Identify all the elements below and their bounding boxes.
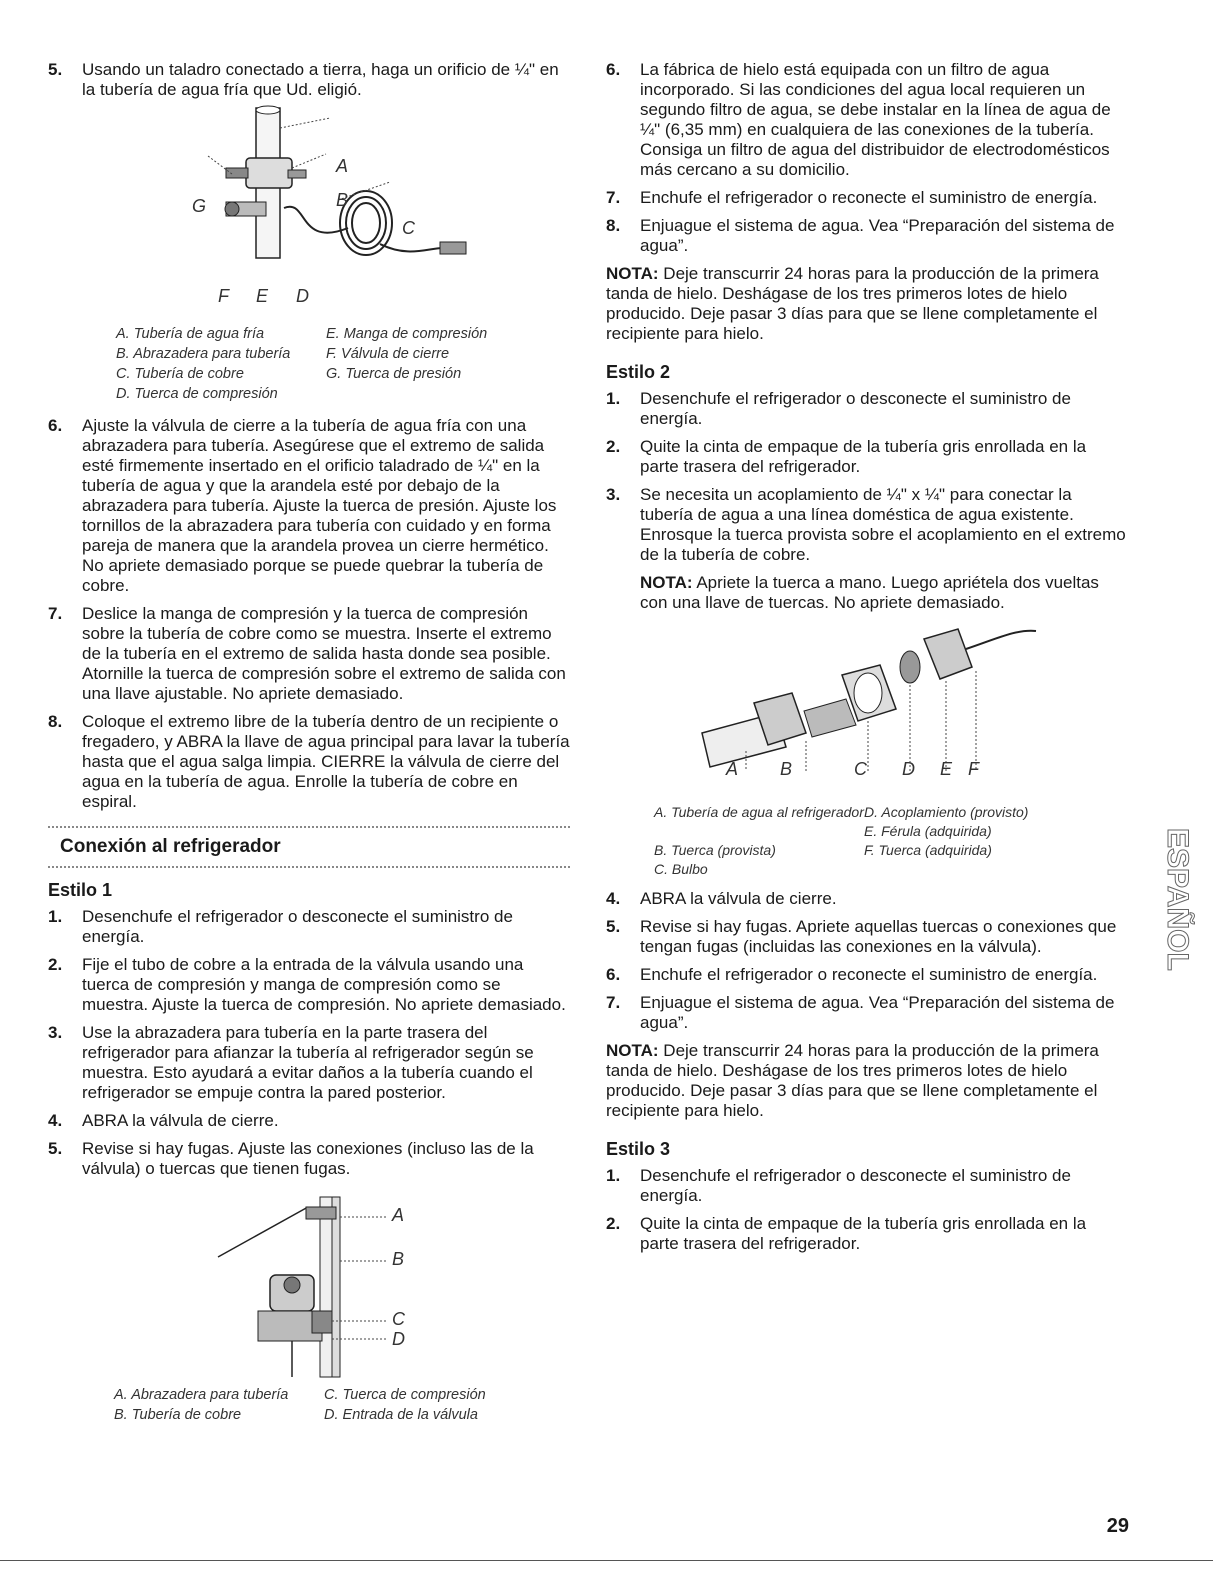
step-text: Usando un taladro conectado a tierra, haga un orificio de ¼" en la tubería de agua fría que Ud. eligió. — [82, 60, 559, 99]
step-text: Revise si hay fugas. Apriete aquellas tuercas o conexiones que tengan fugas (incluidas las conexiones en la válvula). — [640, 917, 1117, 956]
nota-1 — [606, 264, 1126, 344]
legend-item: B. Tubería de cobre — [114, 1407, 242, 1423]
step-text: Quite la cinta de empaque de la tubería gris enrollada en la parte trasera del refrigerador. — [640, 1214, 1087, 1253]
language-side-tab — [1148, 818, 1194, 1068]
legend-item: D. Acoplamiento (provisto) — [864, 804, 1029, 820]
step-number: 4. — [606, 889, 621, 908]
fig3-label-a: A — [392, 1205, 405, 1225]
legend-item: G. Tuerca de presión — [326, 366, 462, 382]
step-text: Desenchufe el refrigerador o desconecte el suministro de energía. — [82, 907, 513, 946]
step-number: 5. — [48, 60, 63, 79]
coupling-illustration — [606, 621, 1126, 781]
estilo1-step-4 — [48, 1111, 570, 1131]
legend-item: F. Válvula de cierre — [326, 346, 450, 362]
fig2-label-c: C — [854, 759, 867, 779]
step-number: 5. — [48, 1139, 63, 1158]
step-number: 8. — [606, 216, 621, 235]
step-text: ABRA la válvula de cierre. — [640, 889, 837, 908]
step-text: Enchufe el refrigerador o reconecte el suministro de energía. — [640, 965, 1098, 984]
legend-item: E. Férula (adquirida) — [864, 823, 992, 839]
step-number: 3. — [48, 1023, 63, 1042]
fig2-label-b: B — [780, 759, 793, 779]
heading-estilo-1: Estilo 1 — [48, 880, 113, 900]
legend-item: C. Tuerca de compresión — [324, 1387, 486, 1403]
nota-text: Deje transcurrir 24 horas para la producción de la primera tanda de hielo. Deshágase de los tres primeros lotes de hielo producido. Deje pasar 3 días para que se llene completamente el recipiente para hielo. — [606, 1041, 1099, 1120]
estilo2-step-3 — [606, 485, 1126, 565]
step-text: Use la abrazadera para tubería en la parte trasera del refrigerador para afianzar la tubería al refrigerador según se muestra. Esto ayudará a evitar daños a la tubería cuando el refrigerador se empuje contra la pared posterior. — [82, 1023, 534, 1102]
right-step-7 — [606, 188, 1126, 208]
step-text: La fábrica de hielo está equipada con un filtro de agua incorporado. Si las condiciones del agua local requieren un segundo filtro de agua, se debe instalar en la línea de agua de ¼" (6,35 mm) en cualquiera de las conexiones de la tubería. Consiga un filtro de agua del distribuidor de electrodomésticos más cercano a su domicilio. — [640, 60, 1111, 179]
fig3-label-b: B — [392, 1249, 405, 1269]
legend-item: C. Tubería de cobre — [116, 366, 244, 382]
step-text: Enchufe el refrigerador o reconecte el suministro de energía. — [640, 188, 1098, 207]
fig1-label-c: C — [402, 218, 415, 238]
right-step-8 — [606, 216, 1126, 256]
step-text: Se necesita un acoplamiento de ¼" x ¼" para conectar la tubería de agua a una línea doméstica de agua existente. Enrosque la tuerca provista sobre el acoplamiento en el extremo de la tubería de cobre. — [640, 485, 1126, 564]
step-5-drill — [48, 60, 570, 100]
nota-2 — [606, 1041, 1126, 1121]
shutoff-valve-illustration — [48, 108, 570, 258]
fig1-label-d: D — [296, 286, 309, 306]
legend-item: D. Entrada de la válvula — [324, 1407, 478, 1423]
fig2-label-f: F — [968, 759, 979, 779]
legend-item: B. Abrazadera para tubería — [116, 346, 291, 362]
step-number: 4. — [48, 1111, 63, 1130]
estilo2-nota — [606, 573, 1126, 613]
step-number: 6. — [606, 60, 621, 79]
legend-item: F. Tuerca (adquirida) — [864, 842, 992, 858]
step-number: 1. — [606, 389, 621, 408]
step-text: Revise si hay fugas. Ajuste las conexiones (incluso las de la válvula) o tuercas que tienen fugas. — [82, 1139, 534, 1178]
estilo1-step-2 — [48, 955, 570, 1015]
step-text: Enjuague el sistema de agua. Vea “Preparación del sistema de agua”. — [640, 216, 1115, 255]
fig1-label-b: B — [336, 190, 349, 210]
legend-item: A. Tubería de agua fría — [116, 326, 265, 342]
legend-item: A. Tubería de agua al refrigerador — [654, 804, 864, 820]
legend-item: B. Tuerca (provista) — [654, 842, 776, 858]
figure-coupling — [606, 621, 1126, 781]
legend-item: A. Abrazadera para tubería — [114, 1387, 289, 1403]
estilo1-step-5 — [48, 1139, 570, 1179]
step-text: Fije el tubo de cobre a la entrada de la válvula usando una tuerca de compresión y manga de compresión como se muestra. Ajuste la tuerca de compresión. No apriete demasiado. — [82, 955, 566, 1014]
fig1-label-g: G — [192, 196, 207, 216]
estilo3-step-2 — [606, 1214, 1126, 1254]
legend-item: C. Bulbo — [654, 861, 708, 877]
step-number: 5. — [606, 917, 621, 936]
fig1-label-e: E — [256, 286, 269, 306]
estilo1-step-1 — [48, 907, 570, 947]
nota-label: NOTA: — [606, 1041, 659, 1060]
rear-clamp-illustration — [48, 1187, 570, 1377]
estilo2-step-7 — [606, 993, 1126, 1033]
estilo2-step-1 — [606, 389, 1126, 429]
legend-item — [654, 822, 864, 841]
side-tab-text: ESPAÑOL — [1161, 828, 1194, 971]
fig3-legend — [114, 1385, 534, 1425]
step-text: Quite la cinta de empaque de la tubería gris enrollada en la parte trasera del refrigerador. — [640, 437, 1087, 476]
estilo2-step-2 — [606, 437, 1126, 477]
step-text: Enjuague el sistema de agua. Vea “Preparación del sistema de agua”. — [640, 993, 1115, 1032]
fig2-legend — [654, 803, 1074, 879]
step-number: 2. — [606, 1214, 621, 1233]
step-text: Ajuste la válvula de cierre a la tubería de agua fría con una abrazadera para tubería. Asegúrese que el extremo de salida esté firmemente insertado en el orificio taladrado de ¼" en la tubería de agua y que la arandela esté por debajo de la abrazadera para tubería. Ajuste la tuerca de presión. Ajuste los tornillos de la abrazadera para tubería con cuidado y en forma pareja de manera que la arandela provea un cierre hermético. No apriete demasiado porque se puede quebrar la tubería de cobre. — [82, 416, 557, 595]
heading-estilo-3: Estilo 3 — [606, 1139, 671, 1159]
footer-rule — [0, 1560, 1213, 1561]
step-text: Desenchufe el refrigerador o desconecte el suministro de energía. — [640, 1166, 1071, 1205]
step-text: Desenchufe el refrigerador o desconecte el suministro de energía. — [640, 389, 1071, 428]
section-title-conexion: Conexión al refrigerador — [48, 826, 570, 868]
step-number: 1. — [606, 1166, 621, 1185]
step-6-clamp — [48, 416, 570, 596]
nota-text: Deje transcurrir 24 horas para la producción de la primera tanda de hielo. Deshágase de los tres primeros lotes de hielo producido. Deje pasar 3 días para que se llene completamente el recipiente para hielo. — [606, 264, 1099, 343]
fig1-label-a: A — [336, 156, 349, 176]
estilo2-step-4 — [606, 889, 1126, 909]
estilo2-step-5 — [606, 917, 1126, 957]
fig2-label-d: D — [902, 759, 915, 779]
fig2-label-e: E — [940, 759, 953, 779]
step-number: 7. — [606, 188, 621, 207]
page-number: 29 — [1106, 1515, 1129, 1537]
left-column — [48, 60, 570, 1425]
step-number: 1. — [48, 907, 63, 926]
step-number: 2. — [606, 437, 621, 456]
estilo1-step-3 — [48, 1023, 570, 1103]
fig3-label-c: C — [392, 1309, 405, 1329]
step-number: 7. — [606, 993, 621, 1012]
fig1-label-f: F — [218, 286, 229, 306]
right-step-6 — [606, 60, 1126, 180]
right-column — [606, 60, 1126, 1262]
step-number: 6. — [606, 965, 621, 984]
nota-text: Apriete la tuerca a mano. Luego apriétela dos vueltas con una llave de tuercas. No apriete demasiado. — [640, 573, 1099, 612]
step-number: 3. — [606, 485, 621, 504]
step-text: Deslice la manga de compresión y la tuerca de compresión sobre la tubería de cobre como se muestra. Inserte el extremo de la tubería en el extremo de salida hasta donde sea posible. Atornille la tuerca de compresión sobre el extremo de salida con una llave ajustable. No apriete demasiado. — [82, 604, 566, 703]
fig2-label-a: A — [726, 759, 739, 779]
step-number: 6. — [48, 416, 63, 435]
fig1-legend — [116, 324, 536, 404]
fig3-label-d: D — [392, 1329, 405, 1349]
estilo2-step-6 — [606, 965, 1126, 985]
step-number: 7. — [48, 604, 63, 623]
figure-rear-clamp — [48, 1187, 570, 1377]
step-8-flush — [48, 712, 570, 812]
legend-item: E. Manga de compresión — [326, 326, 488, 342]
legend-item: D. Tuerca de compresión — [116, 386, 278, 402]
step-number: 2. — [48, 955, 63, 974]
step-7-sleeve — [48, 604, 570, 704]
heading-estilo-2: Estilo 2 — [606, 362, 671, 382]
nota-label: NOTA: — [640, 573, 693, 592]
step-text: ABRA la válvula de cierre. — [82, 1111, 279, 1130]
step-number: 8. — [48, 712, 63, 731]
step-text: Coloque el extremo libre de la tubería dentro de un recipiente o fregadero, y ABRA la llave de agua principal para lavar la tubería hasta que el agua salga limpia. CIERRE la válvula de cierre del agua en la tubería de agua. Enrolle la tubería de cobre en espiral. — [82, 712, 570, 811]
legend-item — [864, 860, 1074, 879]
nota-label: NOTA: — [606, 264, 659, 283]
estilo3-step-1 — [606, 1166, 1126, 1206]
figure-shutoff-valve — [48, 108, 570, 306]
